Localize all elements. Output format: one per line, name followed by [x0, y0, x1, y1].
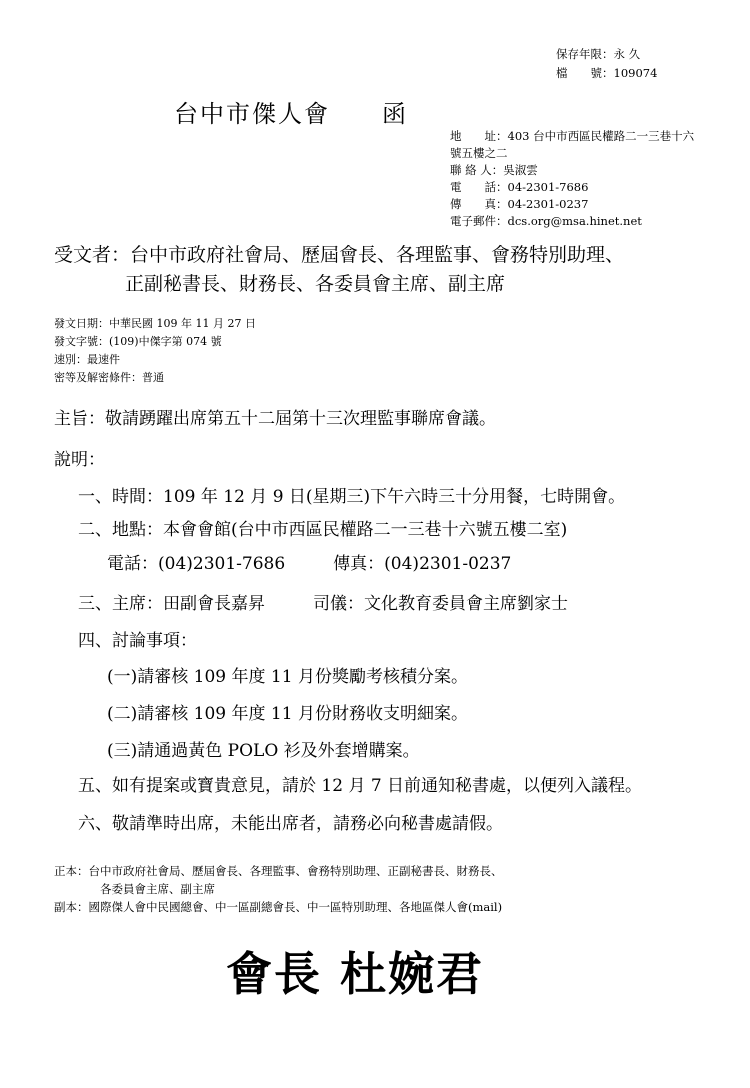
security-level: 密等及解密條件：普通 — [54, 371, 164, 384]
page-title: 台中市傑人會 函 — [174, 100, 408, 128]
recipients-line-1: 受文者：台中市政府社會局、歷屆會長、各理監事、會務特別助理、 — [54, 244, 625, 266]
contact-person: 聯 絡 人：吳淑雲 — [450, 163, 538, 177]
item-place: 二、地點：本會會館(台中市西區民權路二一三巷十六號五樓二室) — [78, 520, 568, 540]
agenda-item: (一)請審核 109 年度 11 月份獎勵考核積分案。 — [107, 667, 468, 687]
item-chair — [78, 589, 568, 614]
item-agenda-label: 四、討論事項： — [78, 631, 197, 651]
item-attendance: 六、敬請準時出席，未能出席者，請務必向秘書處請假。 — [78, 814, 503, 834]
item-time: 一、時間：109 年 12 月 9 日(星期三)下午六時三十分用餐，七時開會。 — [78, 487, 626, 507]
chairperson: 三、主席：田副會長嘉昇 — [78, 594, 265, 614]
copy-recipients: 副本：國際傑人會中民國總會、中一區副總會長、中一區特別助理、各地區傑人會(mail) — [54, 900, 503, 914]
contact-phone: 電 話：04-2301-7686 — [450, 180, 589, 194]
subject-line: 主旨：敬請踴躍出席第五十二屆第十三次理監事聯席會議。 — [54, 409, 496, 429]
original-recipients-line-2: 各委員會主席、副主席 — [100, 882, 215, 896]
item-phone-fax — [107, 549, 511, 574]
issue-number: 發文字號：(109)中傑字第 074 號 — [54, 335, 222, 348]
issue-date: 發文日期：中華民國 109 年 11 月 27 日 — [54, 317, 256, 330]
recipients-block — [54, 241, 624, 299]
signature: 會長 杜婉君 — [226, 947, 485, 1001]
master-of-ceremonies: 司儀：文化教育委員會主席劉家士 — [313, 594, 568, 614]
document-meta — [54, 315, 256, 387]
contact-fax: 傳 真：04-2301-0237 — [450, 197, 589, 211]
venue-fax: 傳真：(04)2301-0237 — [333, 554, 512, 574]
address-line-2: 號五樓之二 — [450, 146, 508, 160]
copies-block — [54, 862, 503, 916]
contact-email: 電子郵件：dcs.org@msa.hinet.net — [450, 214, 642, 228]
agenda-item: (二)請審核 109 年度 11 月份財務收支明細案。 — [107, 704, 468, 724]
original-recipients-line-1: 正本：台中市政府社會局、歷屆會長、各理監事、會務特別助理、正副秘書長、財務長、 — [54, 864, 503, 878]
address-line-1: 地 址：403 台中市西區民權路二一三巷十六 — [450, 129, 695, 143]
explanation-label: 說明： — [54, 450, 105, 470]
archive-number: 檔 號：109074 — [556, 66, 658, 80]
item-proposals: 五、如有提案或寶貴意見，請於 12 月 7 日前通知秘書處，以便列入議程。 — [78, 776, 643, 796]
retention-period: 保存年限：永 久 — [556, 47, 641, 61]
delivery-speed: 速別：最速件 — [54, 353, 120, 366]
agenda-item: (三)請通過黃色 POLO 衫及外套增購案。 — [107, 741, 420, 761]
contact-block — [450, 128, 735, 230]
recipients-line-2: 正副秘書長、財務長、各委員會主席、副主席 — [125, 273, 506, 295]
venue-phone: 電話：(04)2301-7686 — [107, 554, 286, 574]
